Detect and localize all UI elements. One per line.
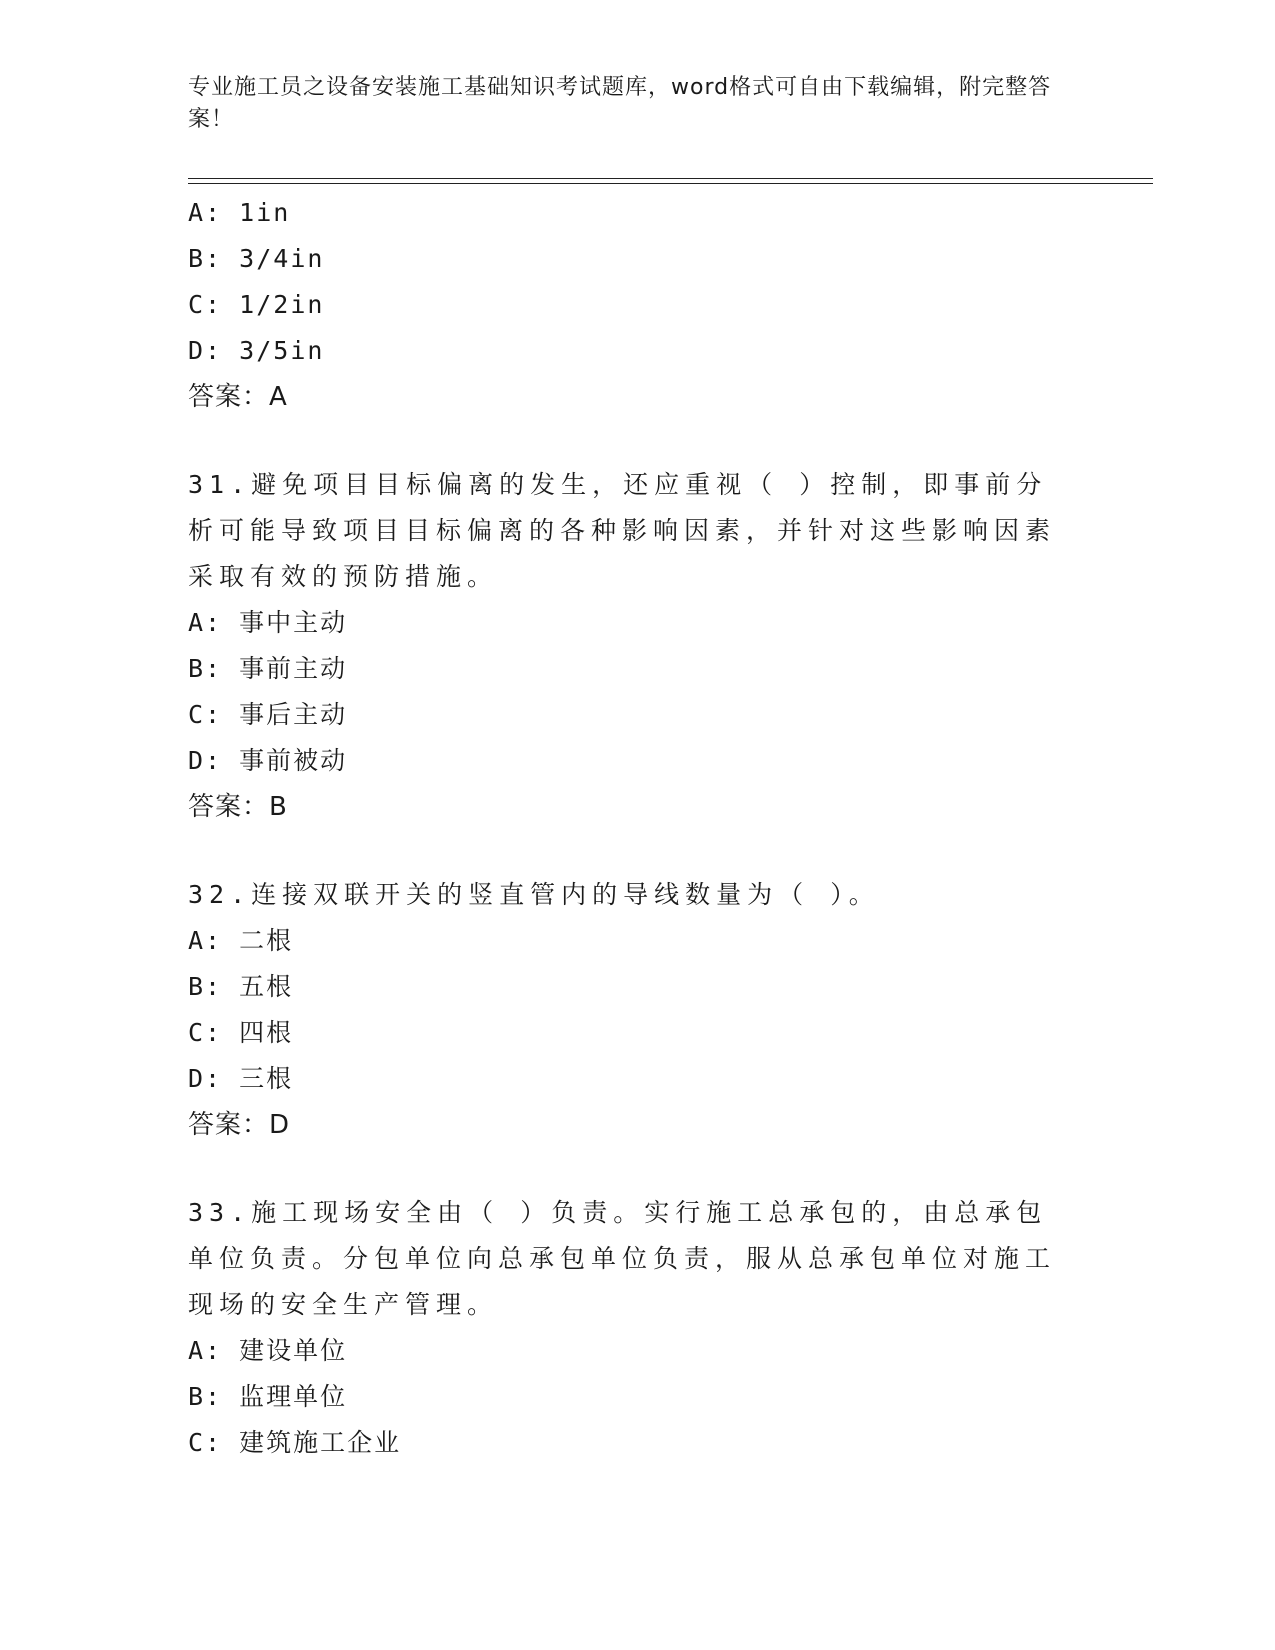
option-text: 1in — [239, 198, 291, 227]
option-label: B: — [188, 244, 223, 273]
option-text: 3/4in — [239, 244, 325, 273]
option-text: 事中主动 — [239, 608, 348, 637]
option-label: D: — [188, 746, 223, 775]
option-d — [188, 1056, 1088, 1102]
option-label: C: — [188, 700, 223, 729]
answer-line: 答案：A — [188, 382, 288, 412]
option-text: 3/5in — [239, 336, 325, 365]
question-list — [188, 190, 1088, 1466]
question-text: 31.避免项目目标偏离的发生，还应重视（ ）控制，即事前分析可能导致项目目标偏离的各种影响因素，并针对这些影响因素采取有效的预防措施。 — [188, 470, 1057, 591]
answer-line: 答案：D — [188, 1110, 291, 1140]
header-divider-top — [188, 178, 1153, 179]
answer-line: 答案：B — [188, 792, 288, 822]
option-b — [188, 964, 1088, 1010]
option-text: 事前主动 — [239, 654, 348, 683]
option-label: B: — [188, 654, 223, 683]
question-32 — [188, 872, 1088, 1148]
option-text: 监理单位 — [239, 1382, 348, 1411]
question-31 — [188, 462, 1088, 830]
option-text: 五根 — [239, 972, 294, 1001]
option-label: A: — [188, 608, 223, 637]
option-c — [188, 1010, 1088, 1056]
option-text: 四根 — [239, 1018, 294, 1047]
question-33 — [188, 1190, 1088, 1466]
option-label: C: — [188, 1018, 223, 1047]
option-label: A: — [188, 1336, 223, 1365]
question-30-tail — [188, 190, 1088, 420]
option-c — [188, 1420, 1088, 1466]
option-label: B: — [188, 1382, 223, 1411]
option-label: C: — [188, 290, 223, 319]
option-label: D: — [188, 1064, 223, 1093]
option-a — [188, 190, 1088, 236]
option-c — [188, 692, 1088, 738]
question-text: 32.连接双联开关的竖直管内的导线数量为（ ）。 — [188, 880, 880, 909]
option-d — [188, 738, 1088, 784]
option-label: A: — [188, 926, 223, 955]
option-b — [188, 236, 1088, 282]
option-text: 三根 — [239, 1064, 294, 1093]
question-text: 33.施工现场安全由（ ）负责。实行施工总承包的，由总承包单位负责。分包单位向总承包单位负责，服从总承包单位对施工现场的安全生产管理。 — [188, 1198, 1057, 1319]
option-b — [188, 646, 1088, 692]
option-label: C: — [188, 1428, 223, 1457]
option-a — [188, 600, 1088, 646]
document-header: 专业施工员之设备安装施工基础知识考试题库，word格式可自由下载编辑，附完整答案！ — [188, 75, 1052, 132]
header-divider-bottom — [188, 183, 1153, 184]
option-a — [188, 1328, 1088, 1374]
option-b — [188, 1374, 1088, 1420]
option-c — [188, 282, 1088, 328]
option-a — [188, 918, 1088, 964]
option-text: 1/2in — [239, 290, 325, 319]
option-text: 建设单位 — [239, 1336, 348, 1365]
option-text: 建筑施工企业 — [239, 1428, 402, 1457]
option-label: A: — [188, 198, 223, 227]
option-label: D: — [188, 336, 223, 365]
option-text: 事前被动 — [239, 746, 348, 775]
option-text: 事后主动 — [239, 700, 348, 729]
option-text: 二根 — [239, 926, 294, 955]
option-d — [188, 328, 1088, 374]
option-label: B: — [188, 972, 223, 1001]
